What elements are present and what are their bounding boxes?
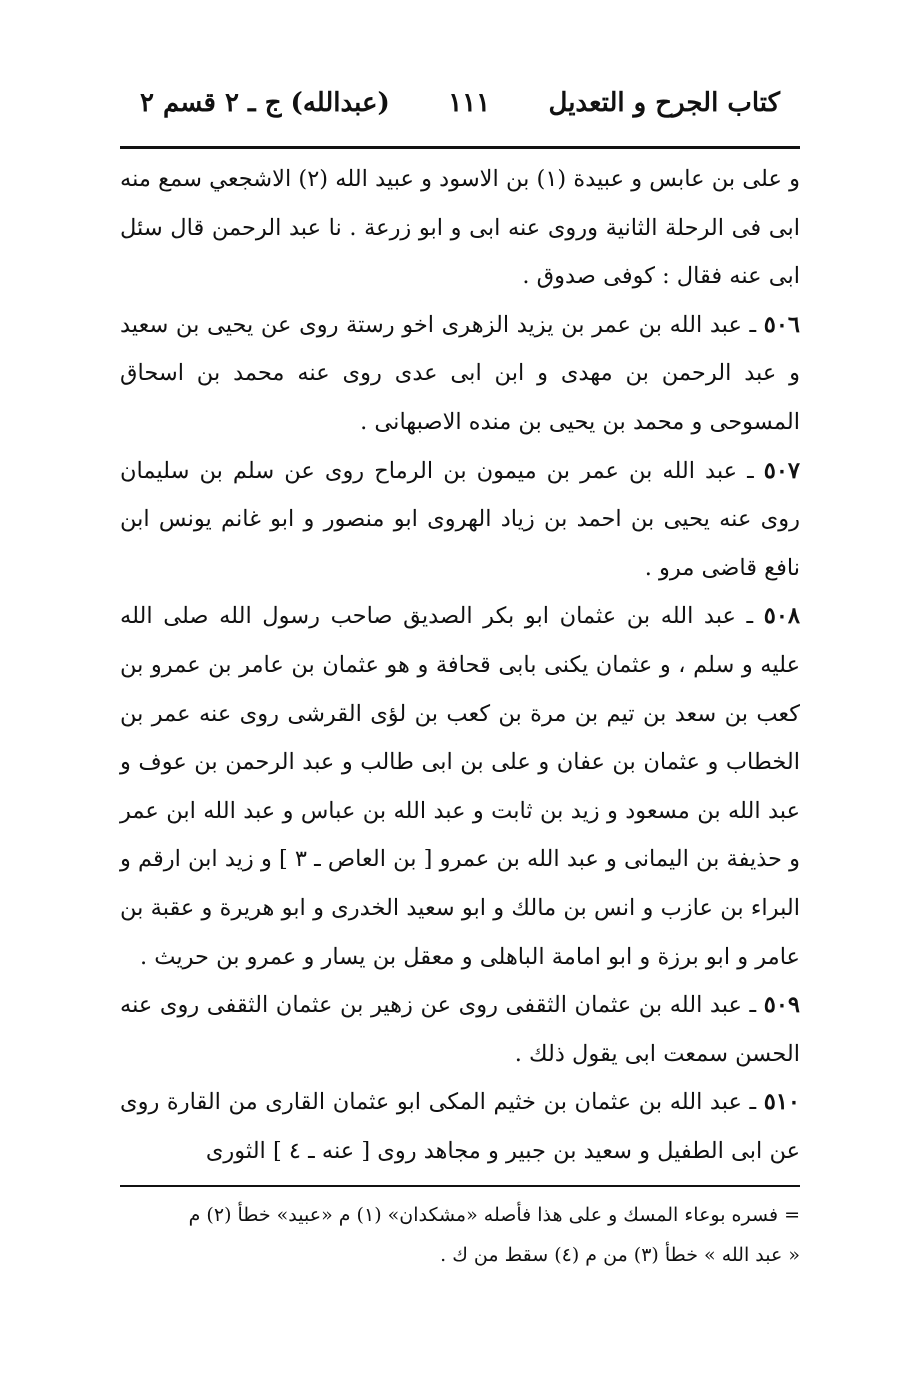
entry-text: و على بن عابس و عبيدة (١) بن الاسود و عبيد الله (٢) الاشجعي سمع منه ابى فى الرحلة الثانية وروى عنه ابى و ابو زرعة . نا عبد الرحمن قال سئل ابى عنه فقال : كوفى صدوق . <box>120 166 800 290</box>
page-number: ١١١ <box>448 88 491 118</box>
entry-paragraph-509 <box>120 981 800 1078</box>
entry-paragraph-506 <box>120 301 800 447</box>
entry-paragraph-507 <box>120 447 800 593</box>
book-title: كتاب الجرح و التعديل <box>548 88 780 118</box>
entry-number: ٥١٠ <box>763 1089 800 1116</box>
entry-paragraph-508 <box>120 592 800 981</box>
entry-paragraph-continuation <box>120 155 800 301</box>
entry-number: ٥٠٨ <box>763 603 800 630</box>
entry-text: ـ عبد الله بن عثمان بن خثيم المكى ابو عثمان القارى من القارة روى عن ابى الطفيل و سعيد بن جبير و مجاهد روى [ عنه ـ ٤ ] الثورى <box>120 1089 800 1164</box>
entry-text: ـ عبد الله بن عثمان الثقفى روى عن زهير بن عثمان الثقفى روى عنه الحسن سمعت ابى يقول ذلك . <box>120 992 800 1067</box>
entry-number: ٥٠٦ <box>763 311 800 338</box>
footnotes <box>120 1195 800 1275</box>
entry-text: ـ عبد الله بن عثمان ابو بكر الصديق صاحب رسول الله صلى الله عليه و سلم ، و عثمان يكنى بابى قحافة و هو عثمان بن عامر بن عمرو بن كعب بن سعد بن تيم بن مرة بن كعب بن لؤى القرشى روى عنه عمر بن الخطاب و عثمان بن عفان و على بن ابى طالب و عبد الرحمن بن عوف و عبد الله بن مسعود و زيد بن ثابت و عبد الله بن عباس و عبد الله ابن عمر و حذيفة بن اليمانى و عبد الله بن عمرو [ بن العاص ـ ٣ ] و زيد ابن ارقم و البراء بن عازب و انس بن مالك و ابو سعيد الخدرى و ابو هريرة و عقبة بن عامر و ابو برزة و ابو امامة الباهلى و معقل بن يسار و عمرو بن حريث . <box>120 603 800 970</box>
entry-paragraph-510 <box>120 1078 800 1175</box>
footnote-line: = فسره بوعاء المسك و على هذا فأصله «مشكدان» (١) م «عبيد» خطأ (٢) م <box>188 1204 800 1227</box>
entry-number: ٥٠٧ <box>763 457 801 484</box>
entry-text: ـ عبد الله بن عمر بن يزيد الزهرى اخو رستة روى عن يحيى بن سعيد و عبد الرحمن بن مهدى و ابن ابى عدى روى عنه محمد بن اسحاق المسوحى و محمد بن يحيى بن منده الاصبهانى . <box>120 311 800 435</box>
header-divider <box>120 146 800 149</box>
page-header <box>120 88 800 140</box>
volume-info: (عبدالله) ج ـ ٢ قسم ٢ <box>140 88 390 118</box>
book-page <box>120 88 800 1275</box>
entry-number: ٥٠٩ <box>763 992 800 1019</box>
footnote-line: « عبد الله » خطأ (٣) من م (٤) سقط من ك . <box>440 1244 800 1267</box>
footnote-divider <box>120 1185 800 1187</box>
entry-text: ـ عبد الله بن عمر بن ميمون بن الرماح روى عن سلم بن سليمان روى عنه يحيى بن احمد بن زياد الهروى ابو منصور و ابو غانم يونس ابن نافع قاضى مرو . <box>120 457 800 581</box>
main-text <box>120 155 800 1175</box>
